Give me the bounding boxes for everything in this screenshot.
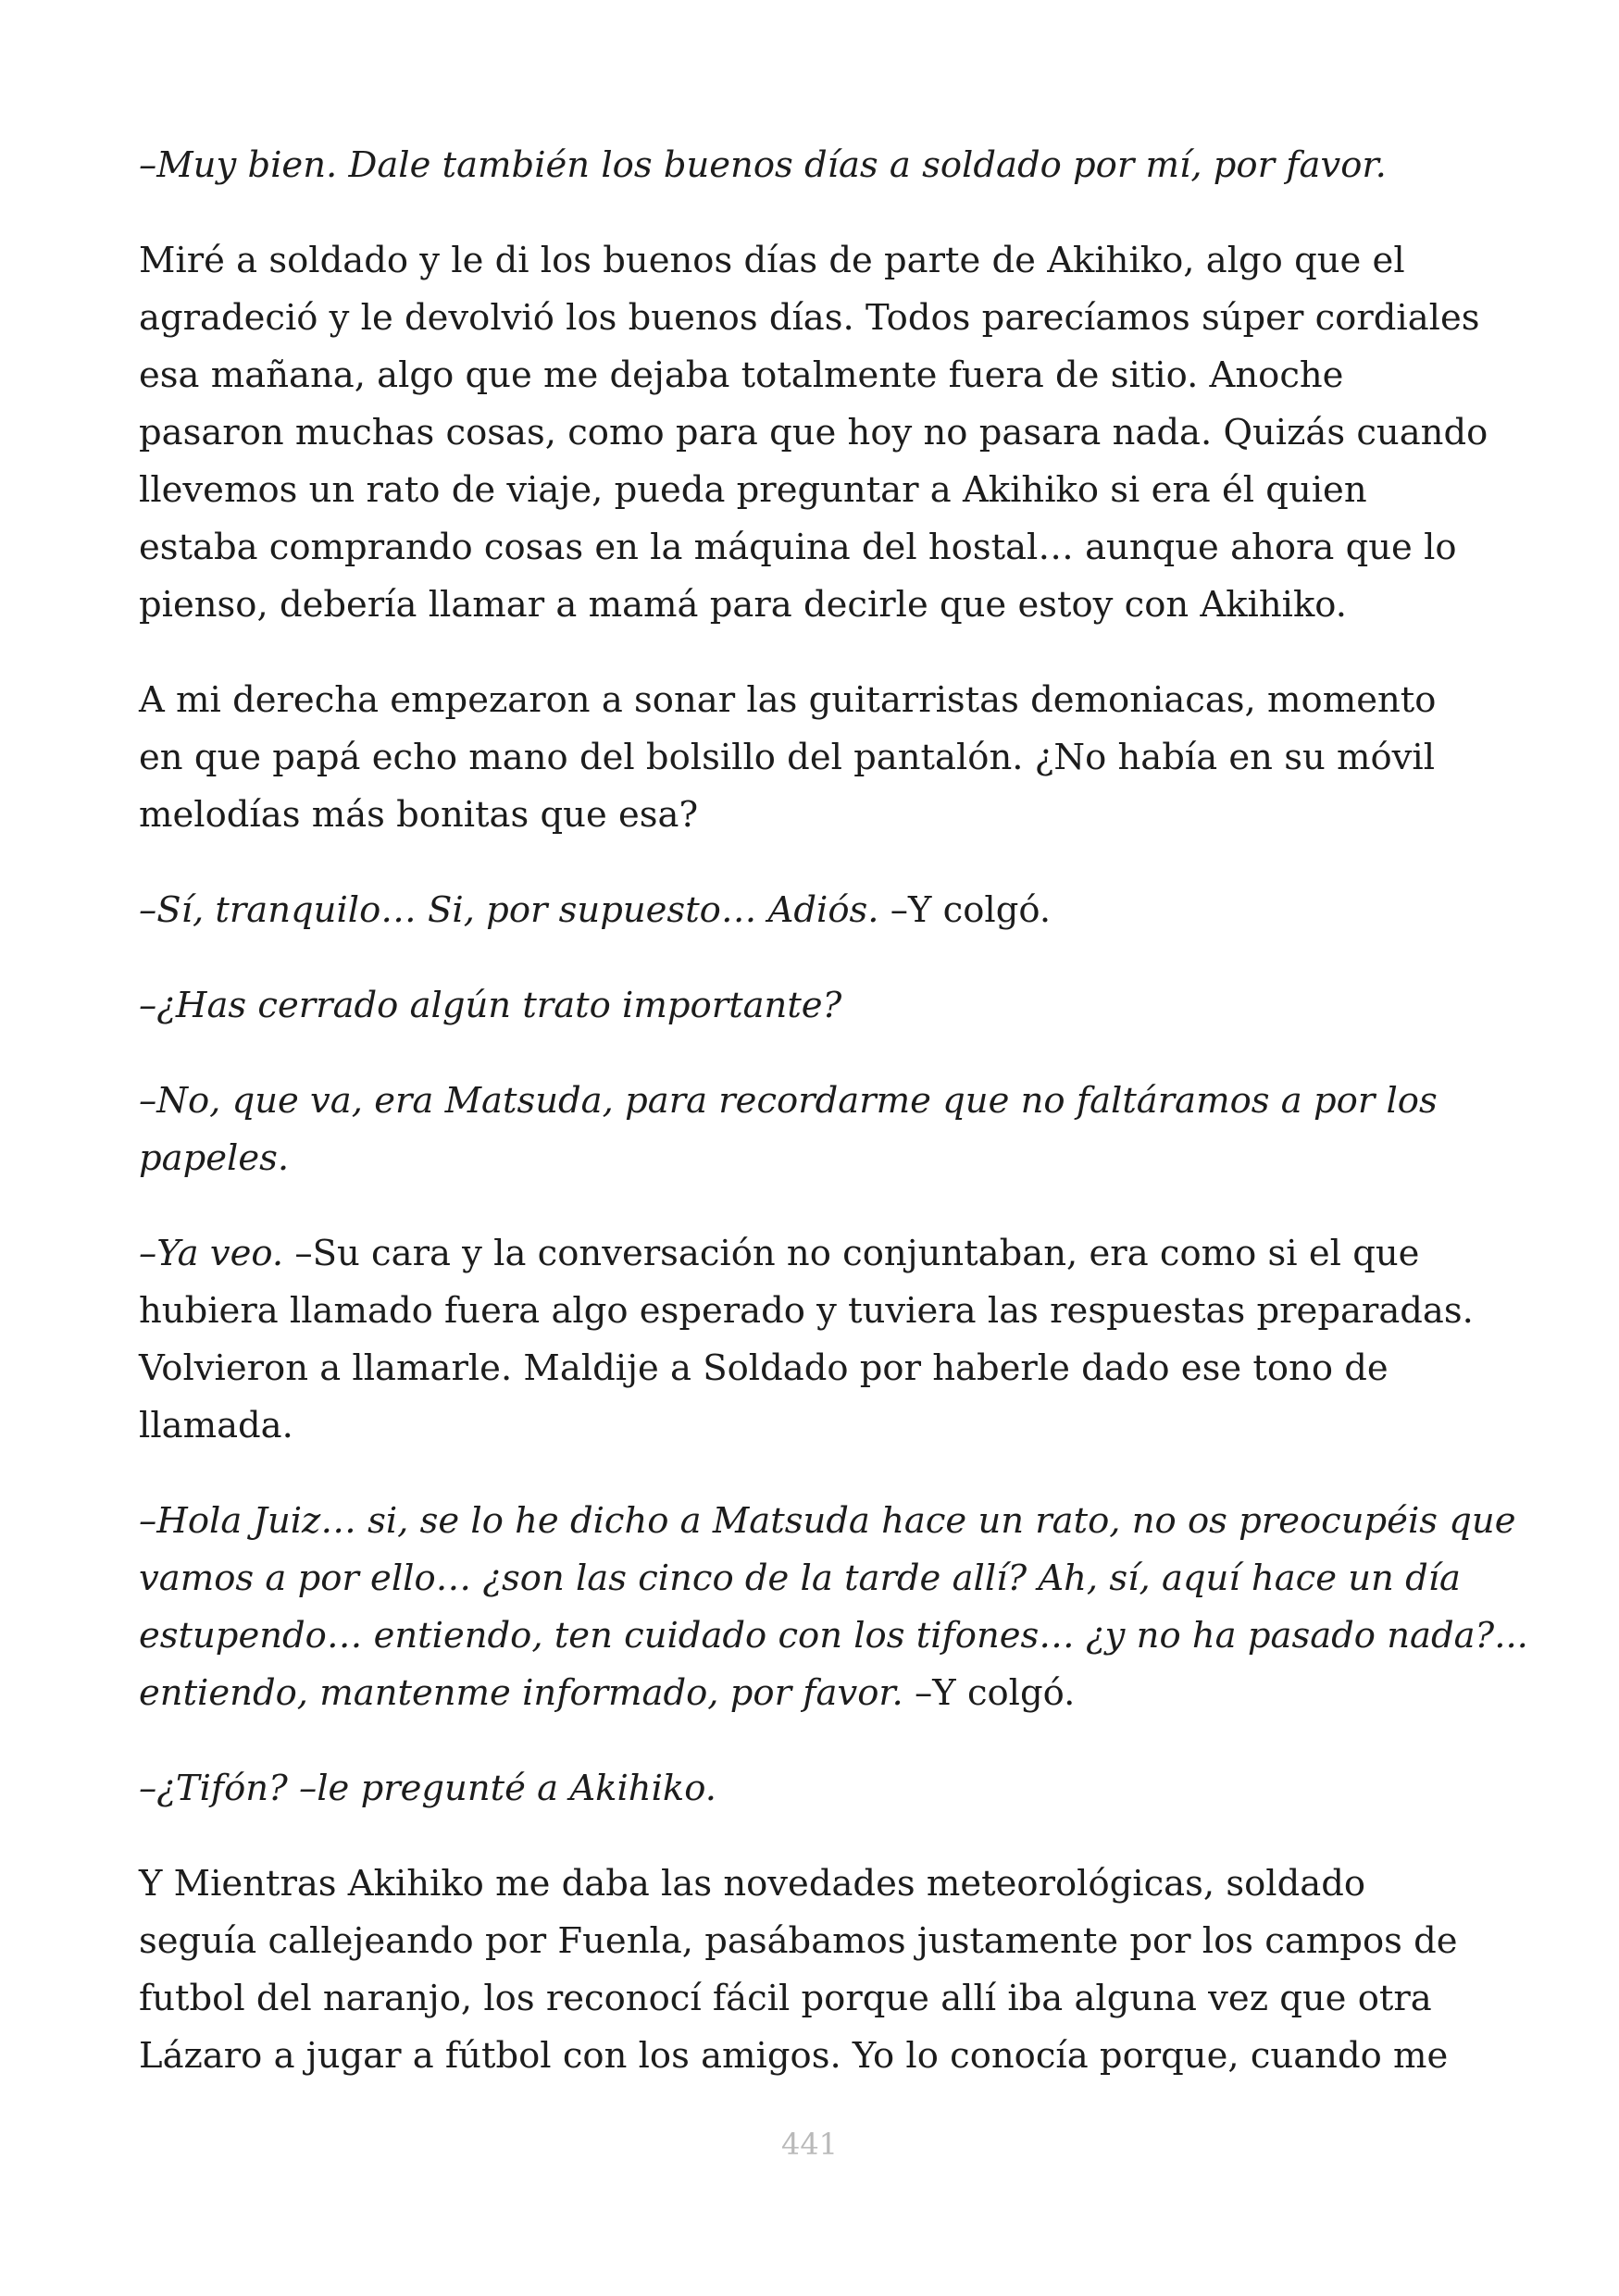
- italic-run: –¿Has cerrado algún trato importante?: [139, 985, 842, 1026]
- text-run: Miré a soldado y le di los buenos días de parte de Akihiko, algo que el: [139, 240, 1405, 281]
- text-line: [139, 1855, 1490, 1913]
- paragraph: [139, 232, 1490, 634]
- body-text: [139, 137, 1528, 2123]
- text-line: [139, 672, 1490, 729]
- text-run: llamada.: [139, 1405, 293, 1446]
- text-run: Y Mientras Akihiko me daba las novedades meteorológicas, soldado: [139, 1863, 1366, 1905]
- text-line: [139, 882, 1490, 939]
- text-line: [139, 1397, 1490, 1455]
- text-run: –Y colgó.: [903, 1672, 1076, 1714]
- text-run: estaba comprando cosas en la máquina del hostal… aunque ahora que lo: [139, 527, 1457, 568]
- text-run: pasaron muchas cosas, como para que hoy no pasara nada. Quizás cuando: [139, 412, 1488, 453]
- italic-run: –No, que va, era Matsuda, para recordarme que no faltáramos a por los: [139, 1080, 1438, 1122]
- text-line: [139, 1913, 1490, 1970]
- text-run: futbol del naranjo, los reconocí fácil porque allí iba alguna vez que otra: [139, 1978, 1432, 2019]
- text-line: [139, 137, 1490, 194]
- italic-run: entiendo, mantenme informado, por favor.: [139, 1672, 903, 1714]
- text-line: [139, 290, 1490, 347]
- text-line: [139, 1607, 1528, 1665]
- text-run: –Su cara y la conversación no conjuntaban, era como si el que: [283, 1233, 1420, 1274]
- text-line: [139, 977, 1490, 1035]
- paragraph: [139, 137, 1490, 194]
- text-line: [139, 519, 1490, 577]
- italic-run: –Hola Juiz… si, se lo he dicho a Matsuda hace un rato, no os preocupéis que: [139, 1500, 1516, 1542]
- italic-run: papeles.: [139, 1137, 290, 1179]
- text-line: [139, 577, 1490, 634]
- text-line: [139, 232, 1490, 290]
- italic-run: –Muy bien. Dale también los buenos días a soldado por mí, por favor.: [139, 144, 1387, 186]
- text-line: [139, 404, 1490, 462]
- text-run: hubiera llamado fuera algo esperado y tuviera las respuestas preparadas.: [139, 1290, 1474, 1332]
- text-line: [139, 787, 1490, 844]
- text-run: llevemos un rato de viaje, pueda preguntar a Akihiko si era él quien: [139, 469, 1367, 511]
- paragraph: [139, 1855, 1490, 2085]
- text-run: –Y colgó.: [878, 889, 1052, 931]
- text-line: [139, 2028, 1490, 2085]
- text-line: [139, 1665, 1490, 1722]
- text-line: [139, 1550, 1490, 1607]
- paragraph: [139, 977, 1490, 1035]
- italic-run: –¿Tifón? –le pregunté a Akihiko.: [139, 1768, 716, 1809]
- paragraph: [139, 672, 1490, 844]
- page-number: 441: [780, 2127, 839, 2162]
- text-line: [139, 1073, 1490, 1130]
- italic-run: –Sí, tranquilo… Si, por supuesto… Adiós.: [139, 889, 879, 931]
- italic-run: estupendo… entiendo, ten cuidado con los tifones… ¿y no ha pasado nada?...: [139, 1615, 1528, 1657]
- text-line: [139, 1283, 1490, 1340]
- text-run: Lázaro a jugar a fútbol con los amigos. Yo lo conocía porque, cuando me: [139, 2035, 1449, 2077]
- text-run: melodías más bonitas que esa?: [139, 794, 699, 836]
- text-run: esa mañana, algo que me dejaba totalmente fuera de sitio. Anoche: [139, 354, 1344, 396]
- text-line: [139, 1970, 1490, 2028]
- text-line: [139, 1760, 1490, 1818]
- text-line: [139, 462, 1490, 519]
- text-line: [139, 347, 1490, 404]
- paragraph: [139, 882, 1490, 939]
- text-run: en que papá echo mano del bolsillo del pantalón. ¿No había en su móvil: [139, 737, 1436, 778]
- italic-run: vamos a por ello… ¿son las cinco de la tarde allí? Ah, sí, aquí hace un día: [139, 1558, 1461, 1599]
- paragraph: [139, 1760, 1490, 1818]
- paragraph: [139, 1493, 1528, 1722]
- text-run: seguía callejeando por Fuenla, pasábamos justamente por los campos de: [139, 1920, 1458, 1962]
- text-run: pienso, debería llamar a mamá para decirle que estoy con Akihiko.: [139, 584, 1348, 626]
- italic-run: –Ya veo.: [139, 1233, 284, 1274]
- text-run: Volvieron a llamarle. Maldije a Soldado por haberle dado ese tono de: [139, 1347, 1389, 1389]
- text-run: A mi derecha empezaron a sonar las guitarristas demoniacas, momento: [139, 679, 1437, 721]
- text-line: [139, 1493, 1516, 1550]
- text-line: [139, 1340, 1490, 1397]
- text-line: [139, 729, 1490, 787]
- text-line: [139, 1225, 1490, 1283]
- paragraph: [139, 1073, 1490, 1187]
- text-line: [139, 1130, 1490, 1187]
- paragraph: [139, 1225, 1490, 1455]
- text-run: agradeció y le devolvió los buenos días. Todos parecíamos súper cordiales: [139, 297, 1480, 339]
